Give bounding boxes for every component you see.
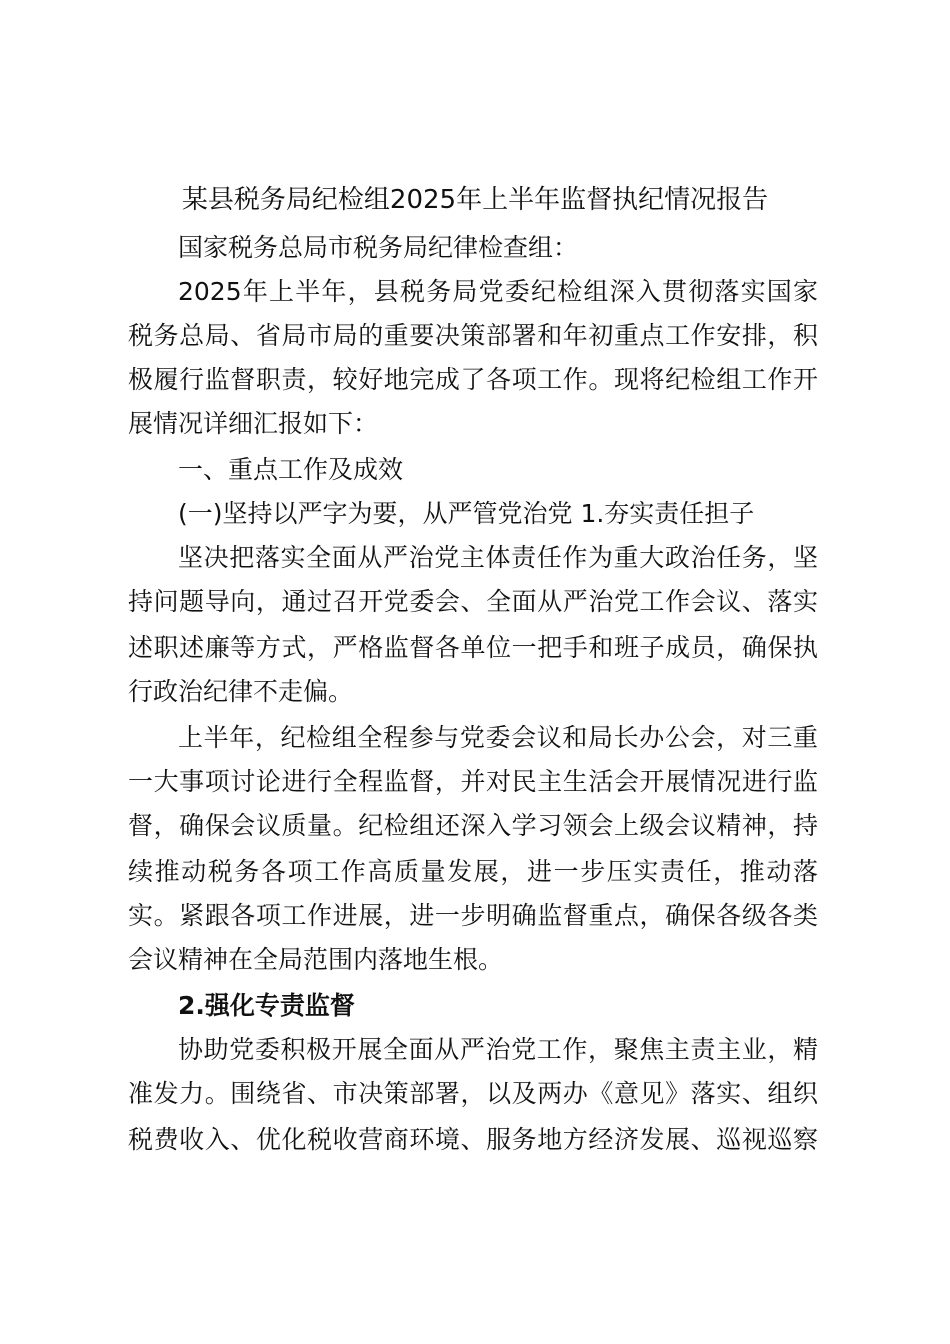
paragraph-line: 税费收入、优化税收营商环境、服务地方经济发展、巡视巡察 (128, 1125, 818, 1154)
paragraph-line: 上半年，纪检组全程参与党委会议和局长办公会，对三重 (178, 723, 818, 752)
paragraph-line: 展情况详细汇报如下： (128, 409, 379, 438)
paragraph-line: 会议精神在全局范围内落地生根。 (128, 945, 504, 974)
salutation: 国家税务总局市税务局纪律检查组： (178, 233, 579, 262)
paragraph-line: 协助党委积极开展全面从严治党工作，聚焦主责主业，精 (178, 1035, 818, 1064)
paragraph-line: 一大事项讨论进行全程监督，并对民主生活会开展情况进行监 (128, 767, 818, 796)
paragraph-line: 续推动税务各项工作高质量发展，进一步压实责任，推动落 (128, 857, 818, 886)
paragraph-line: 2025年上半年，县税务局党委纪检组深入贯彻落实国家 (178, 277, 818, 306)
paragraph-line: 极履行监督职责，较好地完成了各项工作。现将纪检组工作开 (128, 365, 818, 394)
paragraph-line: 督，确保会议质量。纪检组还深入学习领会上级会议精神，持 (128, 811, 818, 840)
section-heading: 一、重点工作及成效 (178, 455, 404, 484)
subsection-heading: (一)坚持以严字为要，从严管党治党 1.夯实责任担子 (178, 499, 755, 528)
paragraph-line: 行政治纪律不走偏。 (128, 677, 354, 706)
paragraph-line: 实。紧跟各项工作进展，进一步明确监督重点，确保各级各类 (128, 901, 818, 930)
paragraph-line: 准发力。围绕省、市决策部署，以及两办《意见》落实、组织 (128, 1079, 818, 1108)
document-title: 某县税务局纪检组2025年上半年监督执纪情况报告 (181, 185, 769, 215)
subsection-heading: 2.强化专责监督 (178, 991, 355, 1020)
paragraph-line: 坚决把落实全面从严治党主体责任作为重大政治任务，坚 (178, 543, 818, 572)
paragraph-line: 述职述廉等方式，严格监督各单位一把手和班子成员，确保执 (128, 633, 818, 662)
paragraph-line: 持问题导向，通过召开党委会、全面从严治党工作会议、落实 (128, 587, 818, 616)
paragraph-line: 税务总局、省局市局的重要决策部署和年初重点工作安排，积 (128, 321, 818, 350)
